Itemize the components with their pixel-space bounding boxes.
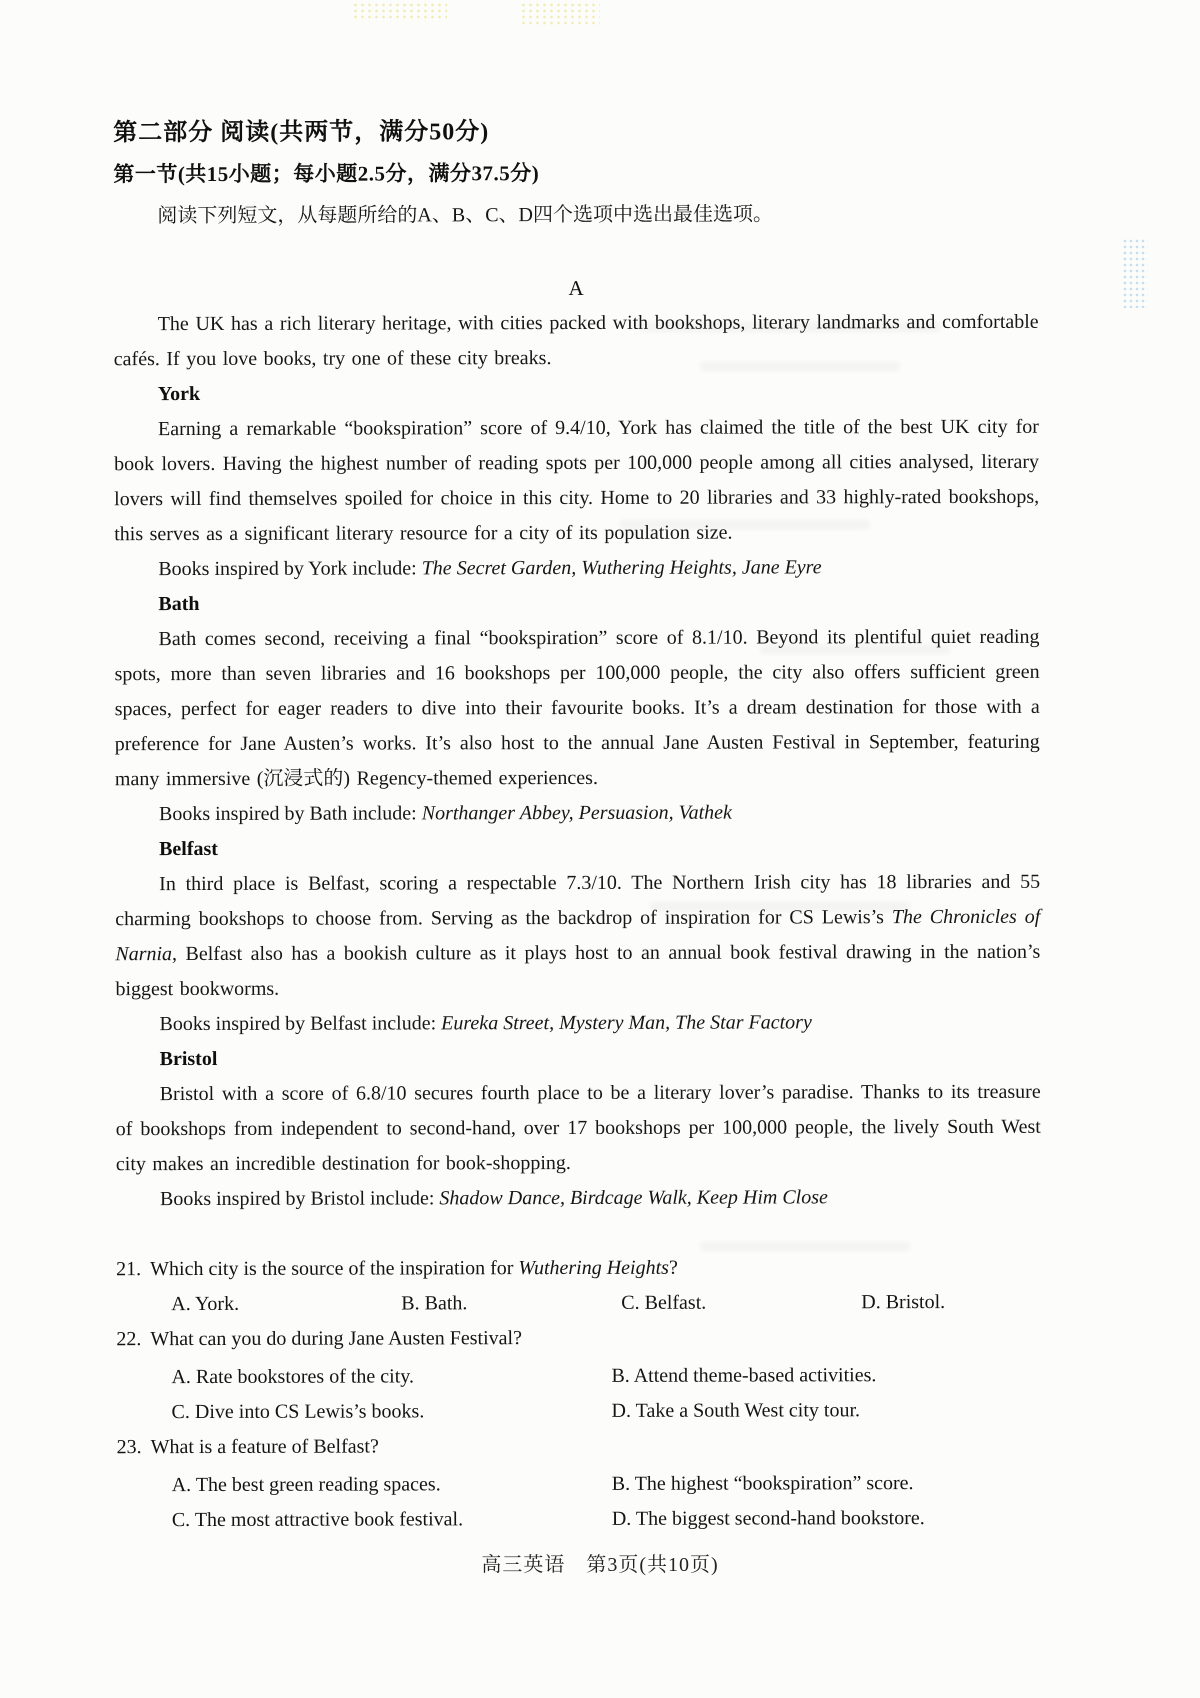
option-21-d: D. Bristol. — [861, 1291, 946, 1314]
question-23-options-row1 — [117, 1466, 1042, 1503]
question-21 — [116, 1250, 1041, 1287]
question-italic-text: Wuthering Heights — [518, 1256, 669, 1280]
books-titles: Shadow Dance, Birdcage Walk, Keep Him Close — [439, 1186, 828, 1210]
option-23-d: D. The biggest second-hand bookstore. — [611, 1507, 925, 1530]
section-heading-bath: Bath — [158, 592, 200, 616]
books-prefix: Books inspired by York include: — [158, 557, 422, 581]
books-prefix: Books inspired by Belfast include: — [159, 1012, 442, 1036]
question-23 — [117, 1428, 1042, 1465]
section-paragraph-bristol — [116, 1075, 1041, 1182]
section-paragraph-belfast — [115, 865, 1040, 1007]
books-prefix: Books inspired by Bristol include: — [159, 1187, 440, 1211]
books-titles: The Secret Garden, Wuthering Heights, Jane Eyre — [421, 556, 822, 580]
passage-intro: The UK has a rich literary heritage, with cities packed with bookshops, literary landmarks and comfortable cafés. If you love books, try one of these city breaks. — [113, 310, 1039, 371]
option-23-a: A. The best green reading spaces. — [171, 1473, 441, 1497]
question-21-options — [116, 1285, 1041, 1322]
books-line-york — [114, 550, 1039, 587]
page-content — [113, 111, 1042, 1538]
question-23-options-row2 — [117, 1501, 1042, 1538]
books-titles: Northanger Abbey, Persuasion, Vathek — [421, 801, 732, 825]
section-paragraph-york — [114, 410, 1039, 552]
paragraph-text: Bristol with a score of 6.8/10 secures fourth place to be a literary lover’s paradise. Thanks to its treasure of bookshops from independent to second-hand, over 17 bookshops per 100,000 people, the lively South West city makes an incredible destination for book-shopping. — [115, 1080, 1041, 1176]
paragraph-text: Bath comes second, receiving a final “bookspiration” score of 8.1/10. Beyond its plentiful quiet reading spots, more than seven libraries and 16 bookshops per 100,000 people, the city also offers sufficient green spaces, perfect for eager readers to dive into their favourite books. It’s a dream destination for those with a preference for Jane Austen’s works. It’s also host to the annual Jane Austen Festival in September, featuring many immersive (沉浸式的) Regency-themed experiences. — [114, 625, 1040, 791]
paragraph-italic-text: The Chronicles of Narnia — [115, 905, 1041, 966]
books-line-belfast — [115, 1005, 1040, 1042]
books-prefix: Books inspired by Bath include: — [158, 802, 422, 826]
question-text: ? — [668, 1256, 678, 1279]
paragraph-text: Earning a remarkable “bookspiration” score of 9.4/10, York has claimed the title of the best UK city for book lovers. Having the highest number of reading spots per 100,000 people among all cities analysed, literary lovers will find themselves spoiled for choice in this city. Home to 20 libraries and 33 highly-rated bookshops, this serves as a significant literary resource for a city of its population size. — [114, 415, 1040, 546]
scan-artifact — [352, 2, 447, 22]
option-21-c: C. Belfast. — [621, 1291, 707, 1314]
question-number: 21. — [116, 1258, 142, 1281]
section-heading-bristol: Bristol — [159, 1047, 218, 1071]
paragraph-text: In third place is Belfast, scoring a respectable 7.3/10. The Northern Irish city has 18 libraries and 55 charming bookshops to choose from. Serving as the backdrop of inspiration for CS Lewis’s — [115, 870, 1041, 931]
section-paragraph-bath — [114, 620, 1039, 797]
part-title: 第二部分 阅读(共两节，满分50分) — [113, 119, 490, 147]
paragraph-text: , Belfast also has a bookish culture as it plays host to an annual book festival drawing in the nation’s biggest bookworms. — [115, 940, 1041, 1001]
page-footer: 高三英语 第3页(共10页) — [481, 1554, 719, 1576]
section-title: 第一节(共15小题；每小题2.5分，满分37.5分) — [113, 161, 540, 187]
option-22-c: C. Dive into CS Lewis’s books. — [171, 1400, 425, 1424]
question-text: What can you do during Jane Austen Festival? — [150, 1327, 522, 1351]
option-21-a: A. York. — [171, 1292, 240, 1316]
option-22-a: A. Rate bookstores of the city. — [171, 1365, 415, 1389]
question-22 — [116, 1320, 1041, 1357]
option-22-b: B. Attend theme-based activities. — [611, 1364, 877, 1387]
question-number: 23. — [116, 1436, 142, 1459]
section-heading-belfast: Belfast — [159, 837, 218, 861]
scan-artifact — [1122, 238, 1148, 308]
question-22-options-row1 — [116, 1358, 1041, 1395]
passage-label: A — [568, 275, 584, 301]
questions-block — [116, 1250, 1042, 1538]
books-titles: Eureka Street, Mystery Man, The Star Factory — [441, 1011, 812, 1035]
question-text: What is a feature of Belfast? — [150, 1435, 379, 1459]
option-22-d: D. Take a South West city tour. — [611, 1399, 861, 1422]
question-22-options-row2 — [116, 1393, 1041, 1430]
question-text: Which city is the source of the inspiration for — [150, 1257, 519, 1281]
books-line-bath — [115, 795, 1040, 832]
option-23-b: B. The highest “bookspiration” score. — [611, 1472, 914, 1495]
scan-artifact — [520, 2, 600, 26]
books-line-bristol — [116, 1180, 1041, 1217]
option-21-b: B. Bath. — [401, 1292, 468, 1315]
question-number: 22. — [116, 1328, 142, 1351]
option-23-c: C. The most attractive book festival. — [171, 1508, 464, 1532]
instruction-text: 阅读下列短文，从每题所给的A、B、C、D四个选项中选出最佳选项。 — [157, 203, 774, 228]
section-heading-york: York — [157, 382, 201, 406]
